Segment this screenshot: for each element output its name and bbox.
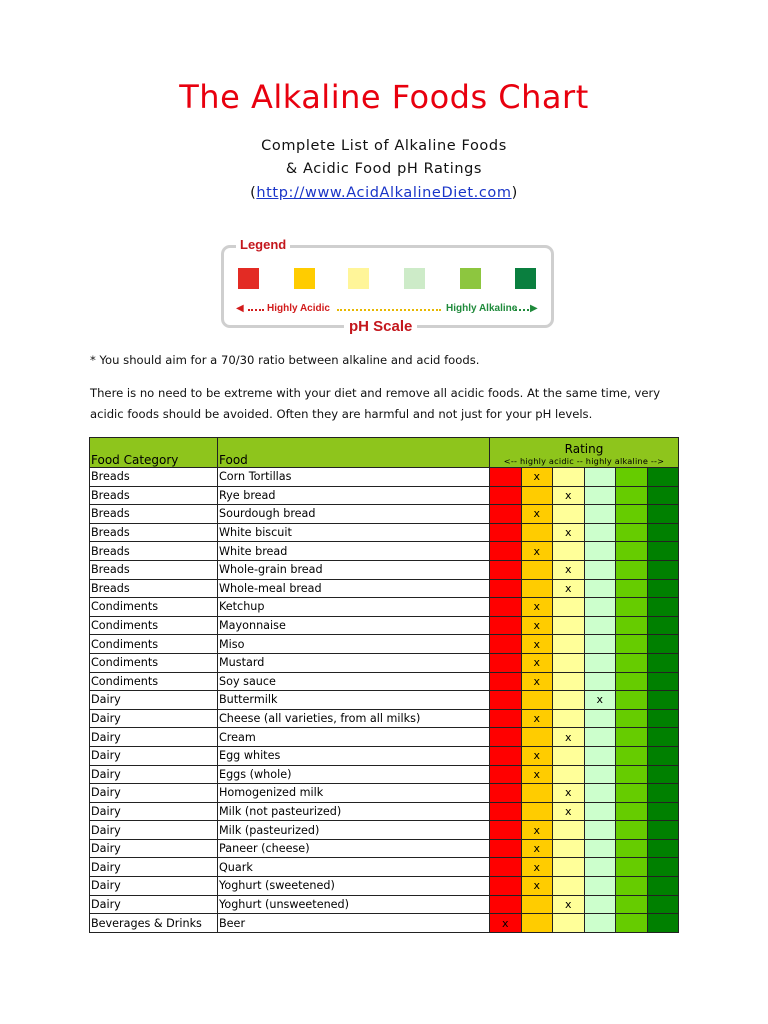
rating-mark: x bbox=[521, 616, 553, 635]
table-row bbox=[90, 579, 679, 598]
rating-cell-2 bbox=[521, 728, 553, 747]
rating-mark: x bbox=[521, 542, 553, 561]
rating-cell-5 bbox=[616, 579, 648, 598]
subtitle-line-1: Complete List of Alkaline Foods bbox=[261, 138, 507, 154]
rating-cell-4 bbox=[584, 635, 616, 654]
cell-food: Buttermilk bbox=[218, 691, 490, 710]
table-row bbox=[90, 821, 679, 840]
table-header-row bbox=[90, 438, 679, 468]
legend-acidic-label: Highly Acidic bbox=[267, 303, 330, 314]
rating-cell-1 bbox=[490, 691, 522, 710]
rating-cell-4 bbox=[584, 914, 616, 933]
rating-cell-4 bbox=[584, 505, 616, 524]
cell-food-category: Breads bbox=[90, 523, 218, 542]
rating-cell-5 bbox=[616, 486, 648, 505]
rating-cell-3 bbox=[553, 914, 585, 933]
table-row bbox=[90, 672, 679, 691]
cell-food: Beer bbox=[218, 914, 490, 933]
rating-cell-4 bbox=[584, 821, 616, 840]
rating-cell-5 bbox=[616, 523, 648, 542]
legend-box bbox=[221, 237, 554, 335]
table-row bbox=[90, 598, 679, 617]
rating-cell-5 bbox=[616, 616, 648, 635]
rating-cell-4 bbox=[584, 839, 616, 858]
table-row bbox=[90, 468, 679, 487]
cell-food-category: Breads bbox=[90, 542, 218, 561]
table-row bbox=[90, 709, 679, 728]
rating-cell-6 bbox=[647, 746, 679, 765]
rating-cell-6 bbox=[647, 691, 679, 710]
cell-food-category: Dairy bbox=[90, 821, 218, 840]
rating-cell-5 bbox=[616, 877, 648, 896]
table-row bbox=[90, 877, 679, 896]
rating-cell-5 bbox=[616, 728, 648, 747]
dotted-line-right bbox=[515, 309, 529, 311]
rating-cell-1 bbox=[490, 523, 522, 542]
cell-food: Milk (not pasteurized) bbox=[218, 802, 490, 821]
table-row bbox=[90, 802, 679, 821]
rating-cell-4 bbox=[584, 560, 616, 579]
rating-cell-1 bbox=[490, 821, 522, 840]
rating-cell-5 bbox=[616, 560, 648, 579]
dotted-line-middle bbox=[337, 309, 441, 311]
legend-swatch-1 bbox=[238, 268, 259, 289]
rating-cell-3 bbox=[553, 653, 585, 672]
cell-food: Eggs (whole) bbox=[218, 765, 490, 784]
rating-mark: x bbox=[521, 468, 553, 487]
rating-mark: x bbox=[521, 821, 553, 840]
cell-food: White biscuit bbox=[218, 523, 490, 542]
rating-cell-6 bbox=[647, 802, 679, 821]
rating-cell-5 bbox=[616, 542, 648, 561]
rating-cell-3 bbox=[553, 598, 585, 617]
table-row bbox=[90, 486, 679, 505]
cell-food: Mustard bbox=[218, 653, 490, 672]
rating-cell-4 bbox=[584, 542, 616, 561]
rating-mark: x bbox=[521, 653, 553, 672]
cell-food-category: Condiments bbox=[90, 616, 218, 635]
rating-cell-6 bbox=[647, 858, 679, 877]
cell-food: Whole-grain bread bbox=[218, 560, 490, 579]
arrow-right-icon: ▶ bbox=[530, 303, 538, 314]
rating-cell-4 bbox=[584, 523, 616, 542]
rating-cell-6 bbox=[647, 839, 679, 858]
rating-cell-6 bbox=[647, 579, 679, 598]
rating-cell-3 bbox=[553, 672, 585, 691]
rating-mark: x bbox=[521, 709, 553, 728]
rating-cell-1 bbox=[490, 877, 522, 896]
rating-mark: x bbox=[584, 691, 616, 710]
rating-mark: x bbox=[553, 802, 585, 821]
cell-food-category: Breads bbox=[90, 560, 218, 579]
ratio-note: * You should aim for a 70/30 ratio between alkaline and acid foods. bbox=[90, 353, 480, 367]
cell-food-category: Breads bbox=[90, 486, 218, 505]
rating-mark: x bbox=[521, 858, 553, 877]
rating-cell-1 bbox=[490, 839, 522, 858]
rating-cell-6 bbox=[647, 821, 679, 840]
rating-cell-2 bbox=[521, 802, 553, 821]
rating-cell-3 bbox=[553, 709, 585, 728]
cell-food-category: Dairy bbox=[90, 691, 218, 710]
rating-cell-1 bbox=[490, 672, 522, 691]
rating-cell-1 bbox=[490, 802, 522, 821]
rating-cell-6 bbox=[647, 709, 679, 728]
rating-cell-6 bbox=[647, 895, 679, 914]
rating-cell-3 bbox=[553, 505, 585, 524]
header-food: Food bbox=[218, 438, 490, 468]
cell-food: Sourdough bread bbox=[218, 505, 490, 524]
cell-food-category: Dairy bbox=[90, 784, 218, 803]
cell-food: Whole-meal bread bbox=[218, 579, 490, 598]
rating-cell-5 bbox=[616, 672, 648, 691]
table-row bbox=[90, 560, 679, 579]
table-row bbox=[90, 914, 679, 933]
subtitle-line-2: & Acidic Food pH Ratings bbox=[285, 161, 483, 177]
cell-food-category: Dairy bbox=[90, 746, 218, 765]
cell-food: Homogenized milk bbox=[218, 784, 490, 803]
rating-cell-5 bbox=[616, 468, 648, 487]
rating-cell-1 bbox=[490, 598, 522, 617]
rating-cell-4 bbox=[584, 616, 616, 635]
cell-food-category: Breads bbox=[90, 579, 218, 598]
cell-food: Miso bbox=[218, 635, 490, 654]
rating-cell-5 bbox=[616, 598, 648, 617]
table-row bbox=[90, 728, 679, 747]
rating-cell-3 bbox=[553, 542, 585, 561]
cell-food-category: Condiments bbox=[90, 653, 218, 672]
rating-cell-6 bbox=[647, 486, 679, 505]
rating-mark: x bbox=[521, 635, 553, 654]
rating-cell-4 bbox=[584, 895, 616, 914]
foods-table bbox=[89, 437, 679, 933]
rating-cell-6 bbox=[647, 877, 679, 896]
legend-swatch-4 bbox=[404, 268, 425, 289]
legend-swatch-6 bbox=[515, 268, 536, 289]
paren-open: ( bbox=[250, 185, 257, 201]
header-food-category: Food Category bbox=[90, 438, 218, 468]
table-row bbox=[90, 635, 679, 654]
rating-cell-3 bbox=[553, 746, 585, 765]
rating-cell-4 bbox=[584, 802, 616, 821]
rating-cell-3 bbox=[553, 635, 585, 654]
rating-cell-6 bbox=[647, 598, 679, 617]
rating-cell-2 bbox=[521, 784, 553, 803]
rating-cell-3 bbox=[553, 877, 585, 896]
rating-cell-3 bbox=[553, 821, 585, 840]
cell-food-category: Dairy bbox=[90, 877, 218, 896]
table-row bbox=[90, 895, 679, 914]
legend-scale-label: pH Scale bbox=[344, 318, 417, 335]
rating-cell-4 bbox=[584, 784, 616, 803]
rating-cell-6 bbox=[647, 635, 679, 654]
rating-cell-5 bbox=[616, 505, 648, 524]
rating-cell-3 bbox=[553, 839, 585, 858]
table-row bbox=[90, 653, 679, 672]
table-row bbox=[90, 616, 679, 635]
rating-cell-4 bbox=[584, 468, 616, 487]
rating-mark: x bbox=[553, 579, 585, 598]
cell-food-category: Breads bbox=[90, 468, 218, 487]
legend-swatch-2 bbox=[294, 268, 315, 289]
rating-cell-5 bbox=[616, 914, 648, 933]
rating-cell-6 bbox=[647, 765, 679, 784]
rating-cell-2 bbox=[521, 560, 553, 579]
cell-food-category: Dairy bbox=[90, 895, 218, 914]
cell-food: Soy sauce bbox=[218, 672, 490, 691]
cell-food: Paneer (cheese) bbox=[218, 839, 490, 858]
rating-cell-6 bbox=[647, 653, 679, 672]
rating-cell-1 bbox=[490, 746, 522, 765]
header-rating-label: Rating bbox=[564, 442, 604, 456]
rating-cell-1 bbox=[490, 542, 522, 561]
rating-cell-6 bbox=[647, 914, 679, 933]
cell-food-category: Dairy bbox=[90, 839, 218, 858]
rating-cell-2 bbox=[521, 486, 553, 505]
rating-cell-5 bbox=[616, 765, 648, 784]
cell-food: Milk (pasteurized) bbox=[218, 821, 490, 840]
rating-cell-6 bbox=[647, 728, 679, 747]
cell-food-category: Dairy bbox=[90, 858, 218, 877]
legend-alkaline-label: Highly Alkaline bbox=[446, 303, 518, 314]
rating-cell-6 bbox=[647, 523, 679, 542]
source-line bbox=[0, 185, 768, 201]
rating-cell-1 bbox=[490, 765, 522, 784]
rating-mark: x bbox=[521, 746, 553, 765]
cell-food: Yoghurt (unsweetened) bbox=[218, 895, 490, 914]
cell-food: Cream bbox=[218, 728, 490, 747]
cell-food-category: Dairy bbox=[90, 728, 218, 747]
rating-cell-6 bbox=[647, 468, 679, 487]
cell-food: Quark bbox=[218, 858, 490, 877]
rating-cell-2 bbox=[521, 895, 553, 914]
rating-mark: x bbox=[521, 839, 553, 858]
rating-cell-6 bbox=[647, 542, 679, 561]
rating-cell-4 bbox=[584, 709, 616, 728]
rating-cell-1 bbox=[490, 486, 522, 505]
rating-cell-4 bbox=[584, 877, 616, 896]
rating-cell-5 bbox=[616, 802, 648, 821]
legend-swatch-5 bbox=[460, 268, 481, 289]
header-rating bbox=[490, 438, 679, 468]
cell-food-category: Condiments bbox=[90, 635, 218, 654]
rating-mark: x bbox=[553, 523, 585, 542]
rating-cell-1 bbox=[490, 505, 522, 524]
page-title: The Alkaline Foods Chart bbox=[179, 78, 589, 116]
rating-mark: x bbox=[521, 877, 553, 896]
rating-cell-1 bbox=[490, 635, 522, 654]
table-row bbox=[90, 691, 679, 710]
rating-cell-5 bbox=[616, 709, 648, 728]
rating-cell-4 bbox=[584, 598, 616, 617]
source-link[interactable]: http://www.AcidAlkalineDiet.com bbox=[256, 185, 512, 201]
rating-cell-5 bbox=[616, 653, 648, 672]
arrow-left-icon: ◀ bbox=[236, 303, 244, 314]
rating-cell-2 bbox=[521, 691, 553, 710]
rating-cell-5 bbox=[616, 691, 648, 710]
cell-food: Mayonnaise bbox=[218, 616, 490, 635]
table-row bbox=[90, 523, 679, 542]
legend-scale-row bbox=[234, 303, 544, 317]
table-row bbox=[90, 505, 679, 524]
rating-cell-2 bbox=[521, 523, 553, 542]
cell-food: White bread bbox=[218, 542, 490, 561]
rating-cell-2 bbox=[521, 579, 553, 598]
table-row bbox=[90, 784, 679, 803]
rating-cell-4 bbox=[584, 486, 616, 505]
header-rating-scale: <-- highly acidic -- highly alkaline --> bbox=[503, 456, 665, 466]
rating-cell-4 bbox=[584, 858, 616, 877]
rating-cell-3 bbox=[553, 858, 585, 877]
rating-cell-2 bbox=[521, 914, 553, 933]
table-row bbox=[90, 746, 679, 765]
cell-food: Egg whites bbox=[218, 746, 490, 765]
rating-cell-4 bbox=[584, 728, 616, 747]
table-row bbox=[90, 765, 679, 784]
rating-mark: x bbox=[521, 672, 553, 691]
rating-mark: x bbox=[490, 914, 522, 933]
rating-cell-1 bbox=[490, 709, 522, 728]
rating-cell-1 bbox=[490, 616, 522, 635]
rating-cell-4 bbox=[584, 765, 616, 784]
rating-cell-1 bbox=[490, 653, 522, 672]
rating-mark: x bbox=[553, 895, 585, 914]
rating-cell-5 bbox=[616, 784, 648, 803]
rating-cell-1 bbox=[490, 468, 522, 487]
rating-mark: x bbox=[521, 765, 553, 784]
cell-food: Yoghurt (sweetened) bbox=[218, 877, 490, 896]
rating-cell-4 bbox=[584, 746, 616, 765]
diet-note: There is no need to be extreme with your diet and remove all acidic foods. At the same time, very acidic foods should be avoided. Often they are harmful and not just for your pH levels. bbox=[90, 386, 661, 421]
rating-cell-1 bbox=[490, 560, 522, 579]
rating-cell-3 bbox=[553, 691, 585, 710]
cell-food-category: Dairy bbox=[90, 709, 218, 728]
paren-close: ) bbox=[511, 185, 518, 201]
rating-cell-1 bbox=[490, 579, 522, 598]
cell-food: Corn Tortillas bbox=[218, 468, 490, 487]
rating-mark: x bbox=[553, 560, 585, 579]
cell-food: Cheese (all varieties, from all milks) bbox=[218, 709, 490, 728]
cell-food-category: Condiments bbox=[90, 672, 218, 691]
table-row bbox=[90, 542, 679, 561]
legend-title: Legend bbox=[236, 237, 290, 252]
rating-mark: x bbox=[553, 486, 585, 505]
rating-mark: x bbox=[521, 505, 553, 524]
table-row bbox=[90, 839, 679, 858]
rating-cell-6 bbox=[647, 560, 679, 579]
table-row bbox=[90, 858, 679, 877]
rating-cell-6 bbox=[647, 784, 679, 803]
rating-cell-6 bbox=[647, 505, 679, 524]
rating-cell-6 bbox=[647, 672, 679, 691]
rating-cell-4 bbox=[584, 579, 616, 598]
rating-cell-5 bbox=[616, 746, 648, 765]
cell-food: Rye bread bbox=[218, 486, 490, 505]
rating-cell-6 bbox=[647, 616, 679, 635]
rating-cell-5 bbox=[616, 635, 648, 654]
dotted-line-left bbox=[248, 309, 264, 311]
rating-mark: x bbox=[553, 784, 585, 803]
rating-cell-3 bbox=[553, 765, 585, 784]
rating-cell-5 bbox=[616, 839, 648, 858]
rating-cell-1 bbox=[490, 858, 522, 877]
rating-mark: x bbox=[521, 598, 553, 617]
cell-food-category: Dairy bbox=[90, 765, 218, 784]
rating-cell-4 bbox=[584, 672, 616, 691]
rating-cell-1 bbox=[490, 895, 522, 914]
rating-mark: x bbox=[553, 728, 585, 747]
rating-cell-3 bbox=[553, 616, 585, 635]
rating-cell-3 bbox=[553, 468, 585, 487]
rating-cell-5 bbox=[616, 895, 648, 914]
cell-food-category: Condiments bbox=[90, 598, 218, 617]
cell-food-category: Breads bbox=[90, 505, 218, 524]
cell-food-category: Dairy bbox=[90, 802, 218, 821]
rating-cell-1 bbox=[490, 728, 522, 747]
rating-cell-5 bbox=[616, 821, 648, 840]
rating-cell-1 bbox=[490, 784, 522, 803]
rating-cell-5 bbox=[616, 858, 648, 877]
legend-swatch-3 bbox=[348, 268, 369, 289]
cell-food-category: Beverages & Drinks bbox=[90, 914, 218, 933]
cell-food: Ketchup bbox=[218, 598, 490, 617]
rating-cell-4 bbox=[584, 653, 616, 672]
